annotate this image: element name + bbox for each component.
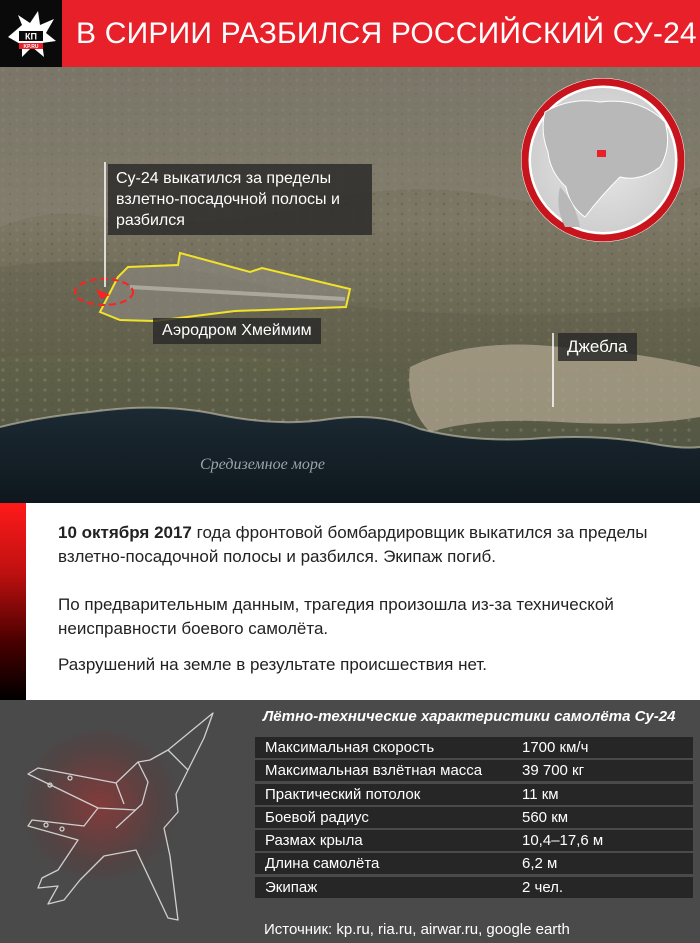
svg-text:KP.RU: KP.RU bbox=[23, 43, 39, 50]
article-date: 10 октября 2017 bbox=[58, 523, 192, 542]
spec-name: Боевой радиус bbox=[265, 808, 369, 826]
spec-name: Размах крыла bbox=[265, 832, 363, 850]
kp-logo bbox=[0, 0, 62, 67]
spec-row bbox=[255, 807, 693, 828]
spec-value: 2 чел. bbox=[522, 878, 564, 896]
spec-row bbox=[255, 830, 693, 851]
satellite-map bbox=[0, 67, 700, 503]
spec-value: 1700 км/ч bbox=[522, 739, 589, 756]
spec-row bbox=[255, 877, 693, 898]
spec-row bbox=[255, 853, 693, 874]
spec-value: 11 км bbox=[522, 785, 559, 803]
page-title: В СИРИИ РАЗБИЛСЯ РОССИЙСКИЙ СУ-24 bbox=[76, 16, 697, 50]
spec-row bbox=[255, 760, 693, 781]
specs-table bbox=[255, 737, 693, 900]
locator-globe bbox=[521, 78, 685, 242]
svg-text:КП: КП bbox=[25, 31, 37, 41]
article-paragraph-3: Разрушений на земле в результате происшествия нет. bbox=[58, 655, 487, 674]
specs-section bbox=[0, 700, 700, 943]
spec-name: Максимальная скорость bbox=[265, 739, 435, 756]
spec-value: 39 700 кг bbox=[522, 762, 585, 780]
spec-value: 560 км bbox=[522, 808, 569, 826]
specs-title: Лётно-технические характеристики самолёта Су-24 bbox=[263, 708, 676, 725]
kp-bird-logo-icon bbox=[4, 7, 58, 61]
source-note: Источник: kp.ru, ria.ru, airwar.ru, google earth bbox=[264, 921, 570, 938]
spec-row bbox=[255, 784, 693, 805]
airfield-label: Аэродром Хмеймим bbox=[153, 318, 321, 344]
spec-row bbox=[255, 737, 693, 758]
satellite-image bbox=[0, 67, 700, 503]
accent-strip bbox=[0, 503, 26, 700]
article-paragraph-1 bbox=[58, 521, 668, 569]
spec-name: Практический потолок bbox=[265, 785, 421, 803]
article-paragraph-2: По предварительным данным, трагедия произошла из-за технической неисправности боевого самолёта. bbox=[58, 595, 614, 638]
town-label: Джебла bbox=[558, 333, 637, 361]
article-section bbox=[0, 503, 700, 700]
crash-callout: Су-24 выкатился за пределы взлетно-посадочной полосы и разбился bbox=[108, 164, 372, 235]
spec-name: Максимальная взлётная масса bbox=[265, 762, 483, 780]
spec-name: Длина самолёта bbox=[265, 855, 380, 873]
title-bar bbox=[62, 0, 700, 67]
spec-value: 10,4–17,6 м bbox=[522, 832, 604, 850]
header bbox=[0, 0, 700, 67]
article-text-1: года фронтовой бомбардировщик выкатился за пределы взлетно-посадочной полосы и разбился. Экипаж погиб. bbox=[58, 523, 648, 566]
sea-label: Средиземное море bbox=[200, 456, 325, 473]
su-24-silhouette-icon bbox=[18, 708, 218, 938]
spec-value: 6,2 м bbox=[522, 855, 558, 873]
spec-name: Экипаж bbox=[265, 878, 318, 896]
